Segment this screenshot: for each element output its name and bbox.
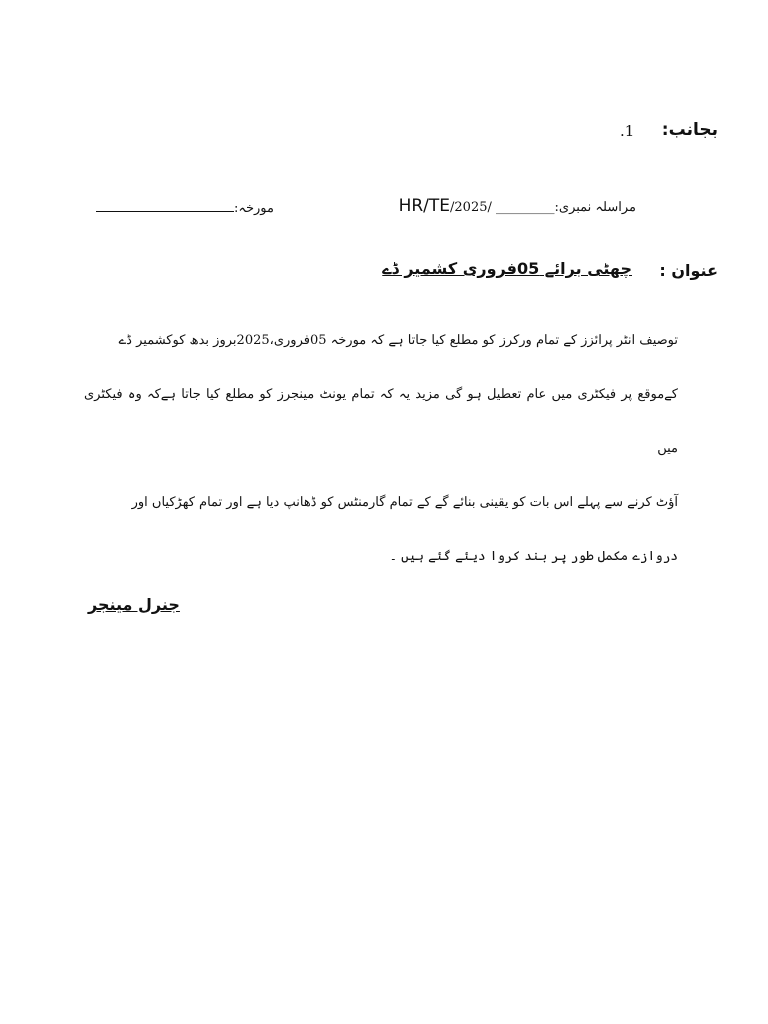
subject-text: چھٹی برائے 05فروری کشمیر ڈے <box>382 259 632 278</box>
date-blank <box>96 199 234 212</box>
notice-body <box>84 314 678 584</box>
signature-title: جنرل مینجر <box>88 595 180 614</box>
body-line: کےموقع پر فیکٹری میں عام تعطیل ہو گی مزید یہ کہ تمام یونٹ مینجرز کو مطلع کیا جاتا ہےکہ وہ فیکٹری میں <box>84 387 678 456</box>
reference-line <box>392 196 636 216</box>
subject-label: عنوان : <box>659 261 718 280</box>
body-line: آؤٹ کرنے سے پہلے اس بات کو یقینی بنائے گے کے تمام گارمنٹس کو ڈھانپ دیا ہے اور تمام کھڑکیاں اور <box>131 495 678 510</box>
date-line <box>96 199 272 216</box>
reference-number-label: مراسلہ نمبری:_________ /2025/ <box>450 200 636 215</box>
body-line: دروازے مکمل طور پر بند کروا دیئے گئے ہیں ۔ <box>389 549 678 564</box>
reference-code: HR/TE <box>398 196 451 216</box>
to-number: .1 <box>620 122 635 140</box>
body-line: توصیف انٹر پرائزز کے تمام ورکرز کو مطلع کیا جاتا ہے کہ مورخہ 05فروری،2025بروز بدھ کوکشمیر ڈے <box>118 333 678 348</box>
date-label: مورخہ: <box>234 201 274 216</box>
to-label: بجانب: <box>661 120 718 140</box>
